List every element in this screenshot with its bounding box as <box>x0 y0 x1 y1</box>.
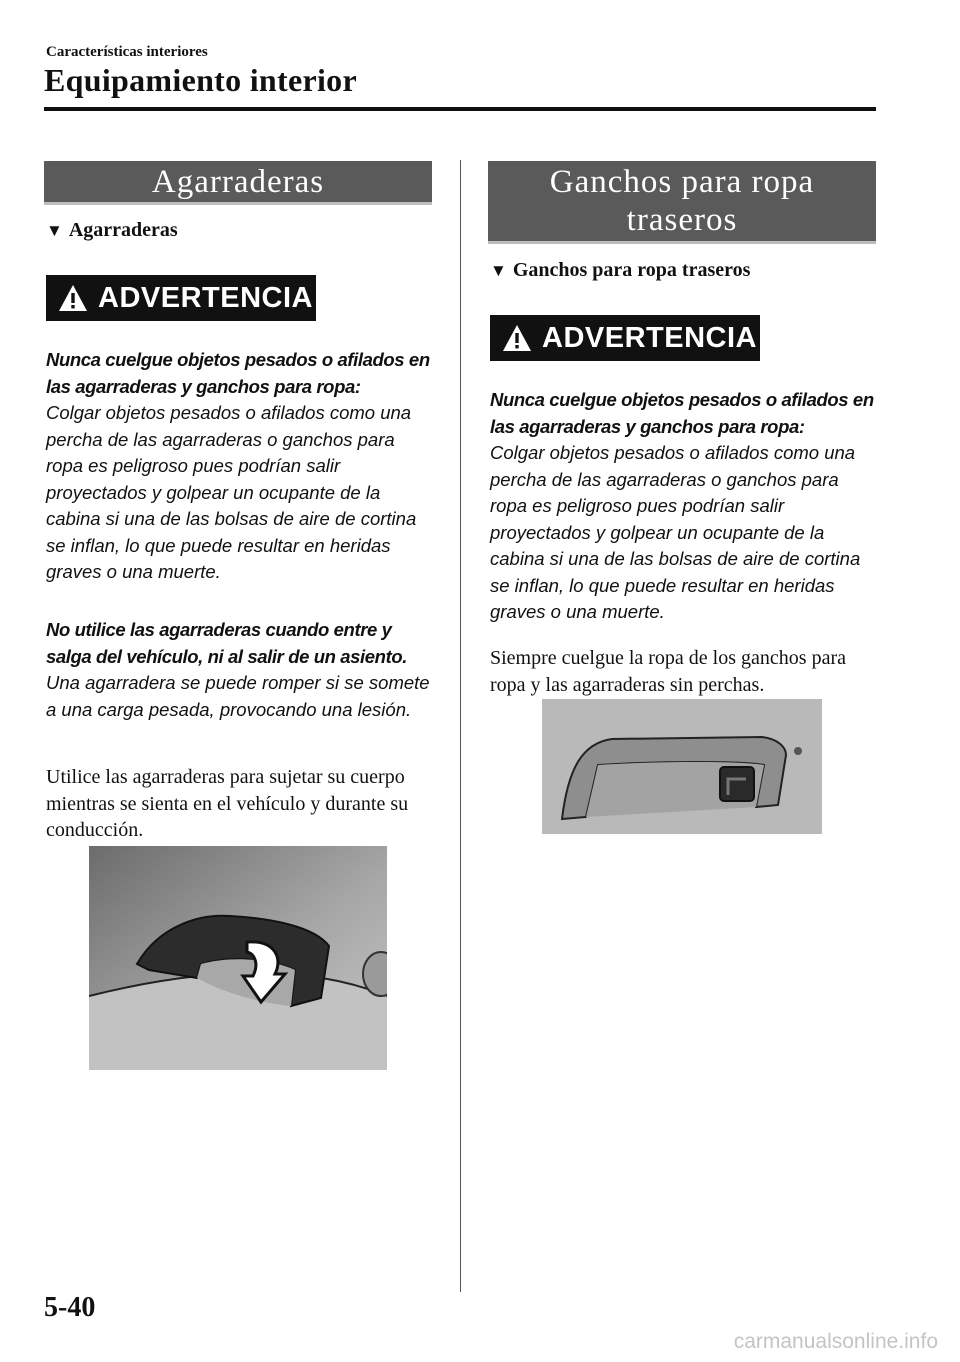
warning-heading: Nunca cuelgue objetos pesados o afilados en las agarraderas y ganchos para ropa: <box>490 389 874 437</box>
warning-2-text: Una agarradera se puede romper si se somete a una carga pesada, provocando una lesión. <box>46 672 430 720</box>
warning-paragraph <box>490 387 874 626</box>
section-title-text: Agarraderas <box>151 163 325 200</box>
assist-grip-illustration <box>89 846 387 1070</box>
triangle-down-icon: ▼ <box>46 221 63 240</box>
section-title-agarraderas <box>44 161 432 205</box>
warning-2-heading: No utilice las agarraderas cuando entre y salga del vehículo, ni al salir de un asiento. <box>46 619 407 667</box>
coat-hook-drawing <box>542 699 822 834</box>
warning-triangle-icon <box>58 284 88 312</box>
body-text-agarraderas: Utilice las agarraderas para sujetar su cuerpo mientras se sienta en el vehículo y durante su conducción. <box>46 766 409 841</box>
warning-triangle-icon <box>502 324 532 352</box>
subheading-agarraderas <box>46 219 178 242</box>
body-text-ganchos: Siempre cuelgue la ropa de los ganchos para ropa y las agarraderas sin perchas. <box>490 647 846 696</box>
triangle-down-icon: ▼ <box>490 261 507 280</box>
warning-banner <box>490 315 760 361</box>
warning-label: ADVERTENCIA <box>542 321 757 354</box>
title-rule <box>44 107 876 111</box>
page-number: 5-40 <box>44 1292 96 1323</box>
assist-grip-drawing <box>89 846 387 1070</box>
warning-1-text: Colgar objetos pesados o afilados como una percha de las agarraderas o ganchos para ropa es peligroso pues podrían salir proyectados y golpear un ocupante de la cabina si una de las bolsas de aire de cortina se inflan, lo que puede resultar en heridas graves o una muerte. <box>46 402 417 582</box>
warning-paragraph-2 <box>46 617 430 723</box>
section-title-text: Ganchos para ropa traseros <box>549 164 815 238</box>
page-title: Equipamiento interior <box>44 62 357 98</box>
section-title-ganchos <box>488 161 876 244</box>
subheading-text: Ganchos para ropa traseros <box>512 259 751 281</box>
warning-paragraph-1 <box>46 347 430 586</box>
subheading-text: Agarraderas <box>68 219 178 241</box>
watermark: carmanualsonline.info <box>733 1330 938 1353</box>
breadcrumb: Características interiores <box>46 44 208 60</box>
warning-label: ADVERTENCIA <box>98 281 313 314</box>
coat-hook-illustration <box>542 699 822 834</box>
warning-1-heading: Nunca cuelgue objetos pesados o afilados en las agarraderas y ganchos para ropa: <box>46 349 430 397</box>
warning-banner <box>46 275 316 321</box>
subheading-ganchos <box>490 259 750 282</box>
column-divider <box>460 160 461 1292</box>
warning-text: Colgar objetos pesados o afilados como una percha de las agarraderas o ganchos para ropa es peligroso pues podrían salir proyectados y golpear un ocupante de la cabina si una de las bolsas de aire de cortina se inflan, lo que puede resultar en heridas graves o una muerte. <box>490 442 861 622</box>
